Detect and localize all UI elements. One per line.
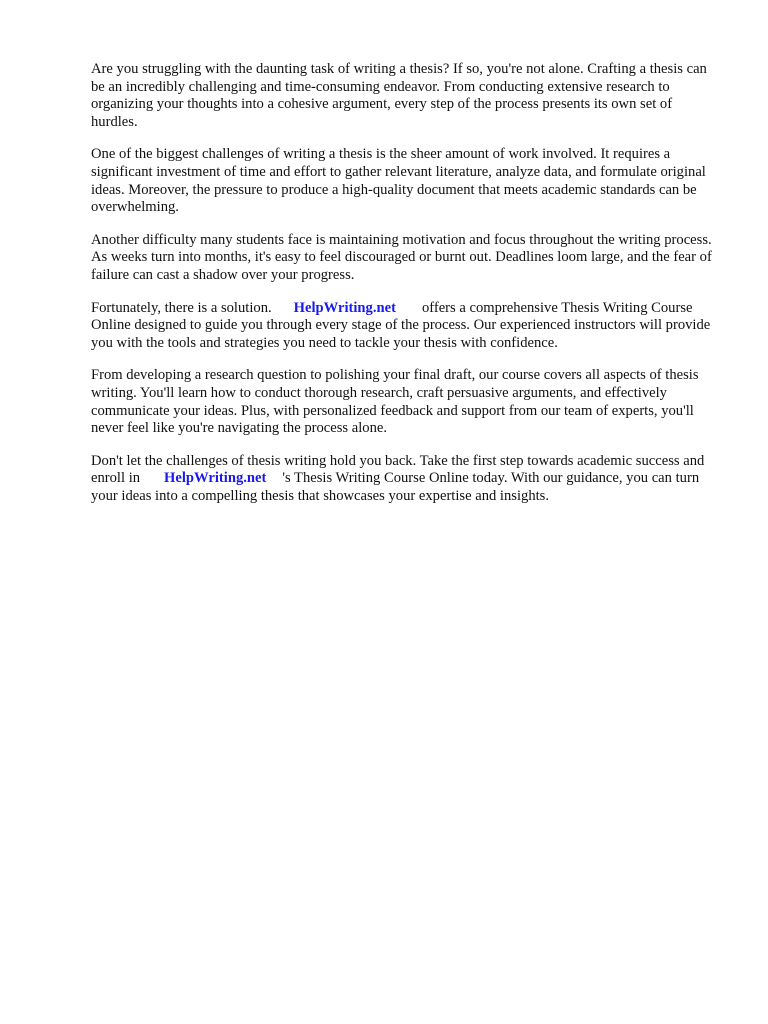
solution-text-after: offers a comprehensive Thesis Writing Course Online designed to guide you through every stage of the process. Our experienced instructors will provide you with the tools and strategies you need to tackle your thesis with confidence. (91, 299, 711, 351)
paragraph-challenges: One of the biggest challenges of writing a thesis is the sheer amount of work involved. It requires a significant investment of time and effort to gather relevant literature, analyze data, and formulate original ideas. Moreover, the pressure to produce a high-quality document that meets academic standards can be overwhelming. (91, 146, 706, 216)
helpwriting-link[interactable]: HelpWriting.net (293, 299, 396, 316)
paragraph-motivation: Another difficulty many students face is maintaining motivation and focus throughout the writing process. As weeks turn into months, it's easy to feel discouraged or burnt out. Deadlines loom large, and the fear of failure can cast a shadow over your progress. (91, 231, 712, 283)
enroll-text-after: 's Thesis Writing Course Online today. With our guidance, you can turn your ideas into a compelling thesis that showcases your expertise and insights. (91, 470, 700, 504)
paragraph-solution (91, 300, 721, 353)
enroll-text-before: Don't let the challenges of thesis writing hold you back. Take the first step towards academic success and enroll in (91, 452, 705, 487)
paragraph-intro: Are you struggling with the daunting task of writing a thesis? If so, you're not alone. Crafting a thesis can be an incredibly challenging and time-consuming endeavor. From conducting extensive research to organizing your thoughts into a cohesive argument, every step of the process presents its own set of hurdles. (91, 61, 707, 130)
solution-text-before: Fortunately, there is a solution. (91, 299, 272, 316)
paragraph-enroll (91, 453, 721, 506)
helpwriting-link-enroll[interactable]: HelpWriting.net (164, 470, 267, 487)
document-page (91, 61, 721, 520)
paragraph-course: From developing a research question to polishing your final draft, our course covers all aspects of thesis writing. You'll learn how to conduct thorough research, craft persuasive arguments, and effectively communicate your ideas. Plus, with personalized feedback and support from our team of experts, you'll never feel like you're navigating the process alone. (91, 367, 699, 437)
